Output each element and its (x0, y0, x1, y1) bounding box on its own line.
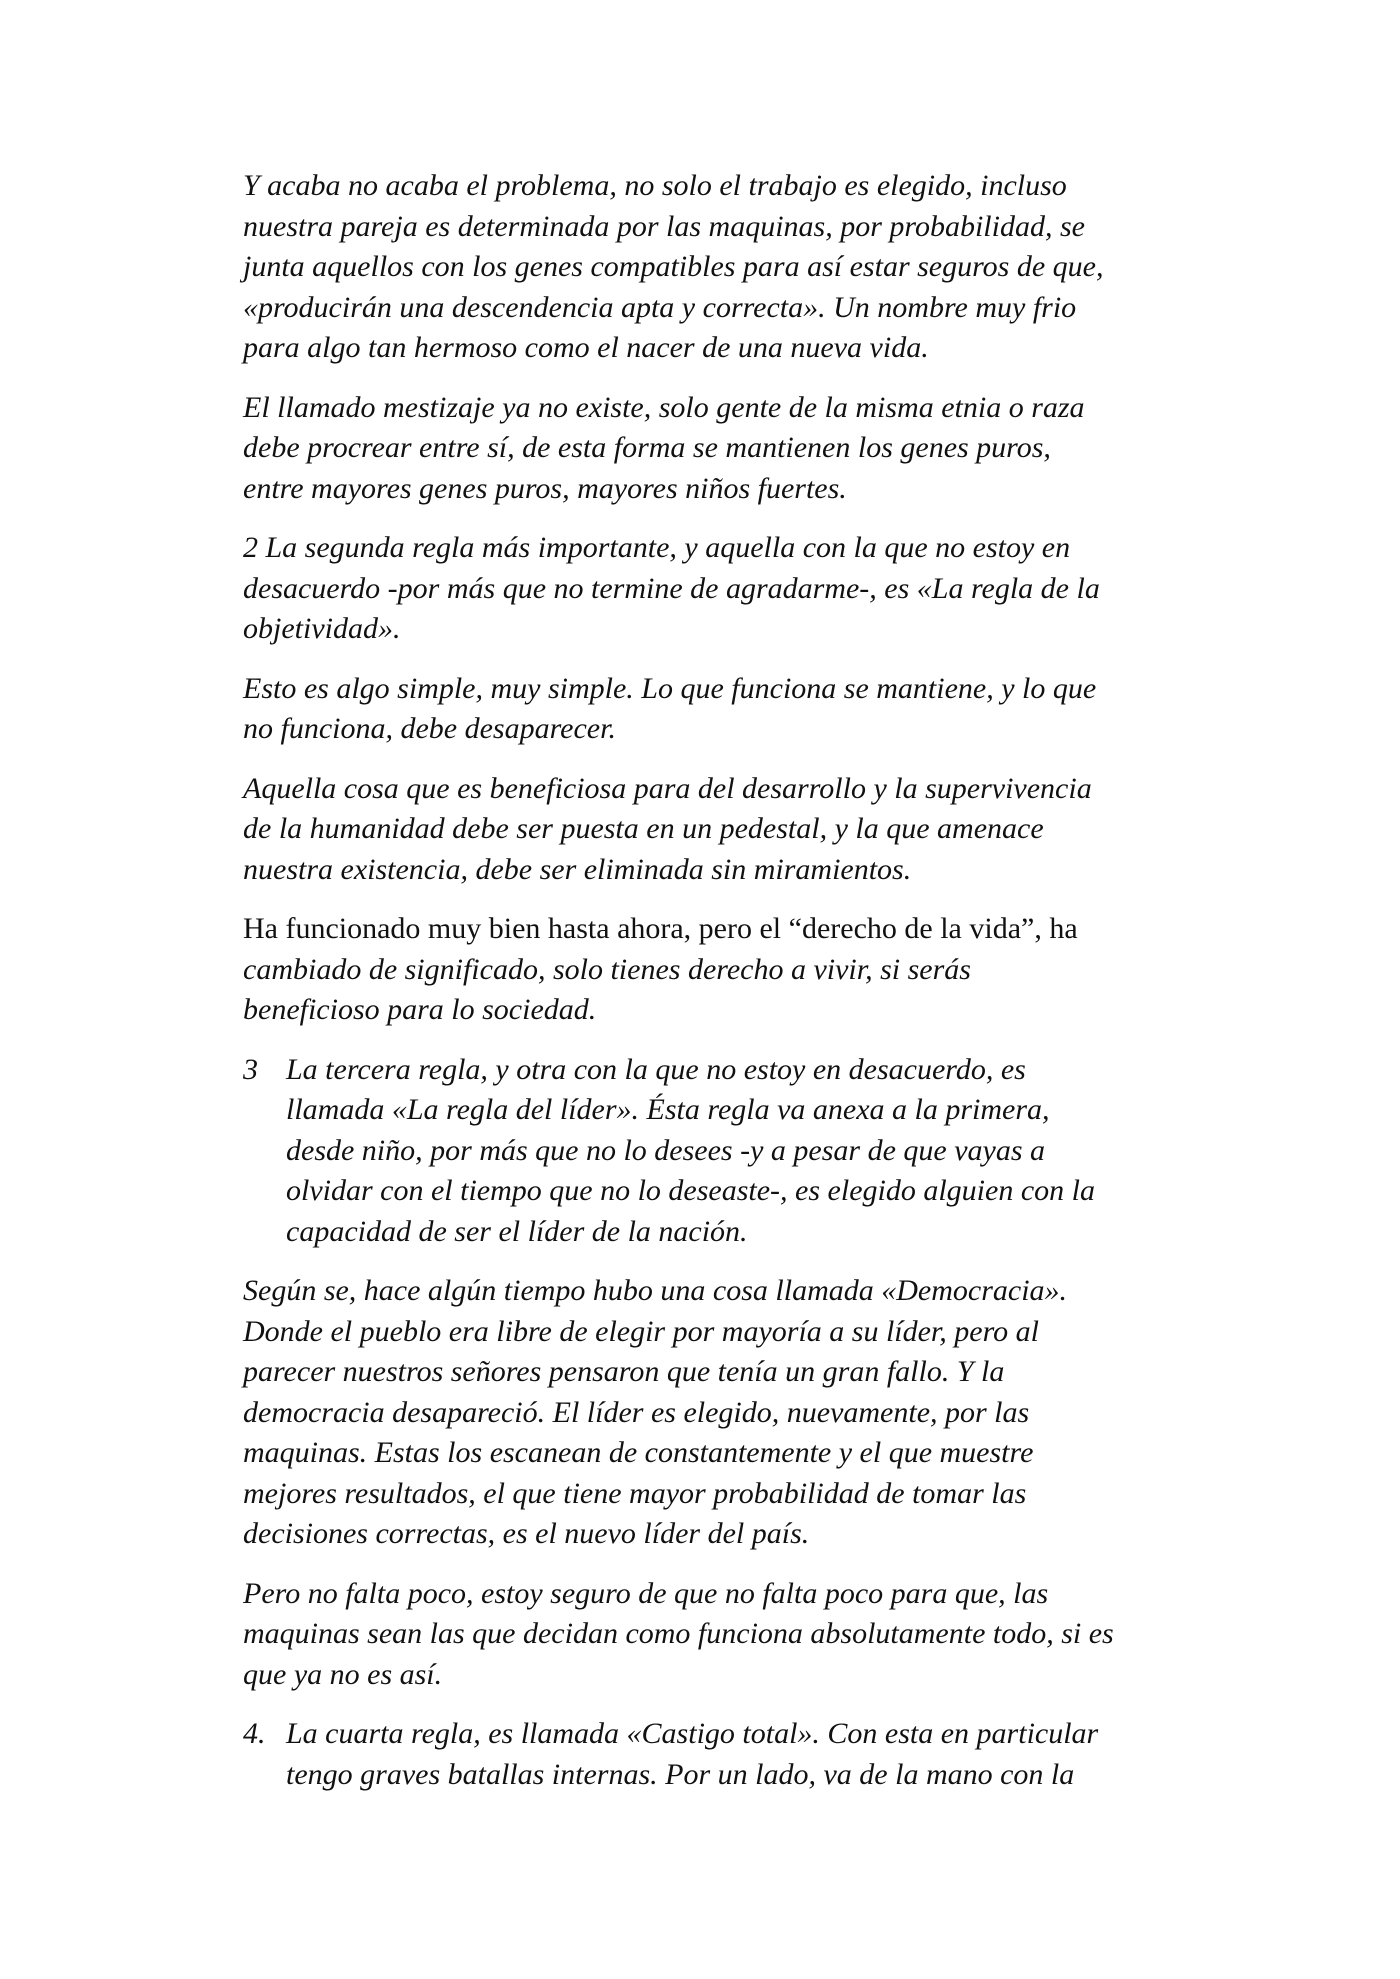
text-line: maquinas. Estas los escanean de constantemente y el que muestre (243, 1436, 1034, 1469)
text-line: desde niño, por más que no lo desees -y a pesar de que vayas a (286, 1133, 1046, 1167)
paragraph-3 (243, 528, 1203, 650)
paragraph-6 (243, 909, 1203, 1031)
text-line: junta aquellos con los genes compatibles para así estar seguros de que, (243, 250, 1104, 283)
list-marker: 3 (243, 1052, 258, 1086)
paragraph-2 (243, 388, 1203, 510)
paragraph-5 (243, 769, 1203, 891)
text-line: Pero no falta poco, estoy seguro de que no falta poco para que, las (243, 1576, 1049, 1610)
text-line: entre mayores genes puros, mayores niños fuertes. (243, 471, 847, 505)
text-line: maquinas sean las que decidan como funciona absolutamente todo, si es (243, 1617, 1114, 1650)
paragraph-7 (243, 1271, 1203, 1555)
text-line: objetividad». (243, 612, 401, 645)
text-line: 2 La segunda regla más importante, y aquella con la que no estoy en (243, 531, 1071, 564)
paragraph-1 (243, 166, 1203, 369)
text-line: Aquella cosa que es beneficiosa para del desarrollo y la supervivencia (243, 771, 1092, 805)
text-line: El llamado mestizaje ya no existe, solo gente de la misma etnia o raza (243, 390, 1085, 424)
text-line: democracia desapareció. El líder es elegido, nuevamente, por las (243, 1395, 1030, 1429)
text-line: cambiado de significado, solo tienes derecho a vivir, si serás (243, 952, 971, 986)
text-line: Esto es algo simple, muy simple. Lo que funciona se mantiene, y lo que (243, 671, 1097, 705)
text-line: desacuerdo -por más que no termine de agradarme-, es «La regla de la (243, 571, 1100, 605)
numbered-item-4 (243, 1714, 1203, 1795)
text-line: Y acaba no acaba el problema, no solo el trabajo es elegido, incluso (243, 169, 1067, 202)
text-line: debe procrear entre sí, de esta forma se mantienen los genes puros, (243, 431, 1051, 464)
text-line: nuestra pareja es determinada por las maquinas, por probabilidad, se (243, 209, 1085, 243)
text-line: «producirán una descendencia apta y correcta». Un nombre muy frio (243, 290, 1077, 324)
text-line: no funciona, debe desaparecer. (243, 712, 616, 745)
text-line: capacidad de ser el líder de la nación. (286, 1214, 748, 1248)
text-line: para algo tan hermoso como el nacer de una nueva vida. (243, 331, 929, 364)
text-line: La tercera regla, y otra con la que no estoy en desacuerdo, es (286, 1052, 1026, 1086)
text-line: que ya no es así. (243, 1657, 443, 1691)
numbered-item-3 (243, 1050, 1203, 1253)
text-line: beneficioso para lo sociedad. (243, 993, 597, 1026)
text-line: llamada «La regla del líder». Ésta regla va anexa a la primera, (286, 1093, 1050, 1126)
text-line: Según se, hace algún tiempo hubo una cosa llamada «Democracia». (243, 1274, 1068, 1307)
text-line: olvidar con el tiempo que no lo deseaste-, es elegido alguien con la (286, 1174, 1095, 1207)
text-line-upright: Ha funcionado muy bien hasta ahora, pero el “derecho de la vida”, ha (243, 912, 1078, 945)
list-marker: 4. (243, 1717, 266, 1750)
text-line: decisiones correctas, es el nuevo líder del país. (243, 1517, 810, 1550)
text-line: de la humanidad debe ser puesta en un pedestal, y la que amenace (243, 812, 1044, 845)
text-line: Donde el pueblo era libre de elegir por mayoría a su líder, pero al (243, 1314, 1039, 1348)
text-line: nuestra existencia, debe ser eliminada sin miramientos. (243, 852, 912, 886)
paragraph-4 (243, 669, 1203, 750)
paragraph-8 (243, 1574, 1203, 1696)
text-line: parecer nuestros señores pensaron que tenía un gran fallo. Y la (243, 1355, 1005, 1388)
text-line: tengo graves batallas internas. Por un lado, va de la mano con la (286, 1757, 1075, 1791)
text-line: mejores resultados, el que tiene mayor probabilidad de tomar las (243, 1476, 1027, 1510)
text-line: La cuarta regla, es llamada «Castigo total». Con esta en particular (286, 1717, 1099, 1750)
document-body (243, 166, 1203, 1814)
